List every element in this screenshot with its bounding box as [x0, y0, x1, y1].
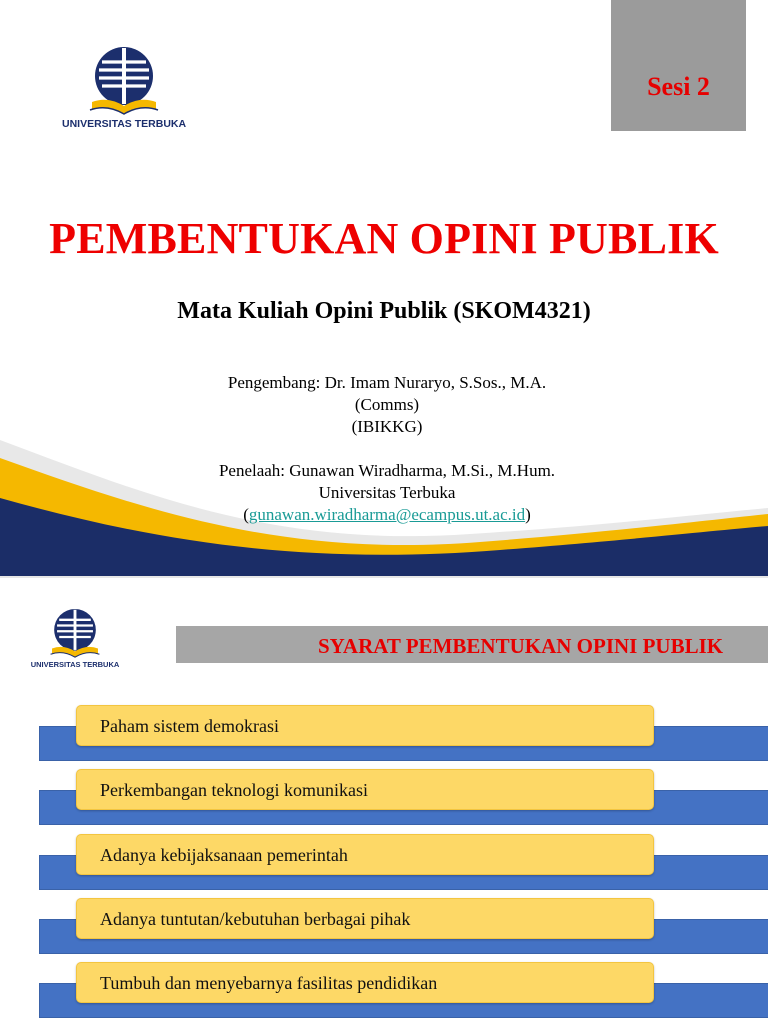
item-label: Adanya tuntutan/kebutuhan berbagai pihak: [100, 909, 411, 929]
university-emblem-icon: [62, 40, 186, 118]
item-box: [76, 705, 654, 746]
slide-heading: SYARAT PEMBENTUKAN OPINI PUBLIK: [318, 634, 724, 658]
content-slide: [0, 578, 768, 1024]
logo-text: UNIVERSITAS TERBUKA: [30, 660, 120, 669]
logo-text: UNIVERSITAS TERBUKA: [62, 118, 187, 130]
item-box: [76, 898, 654, 939]
course-subtitle: Mata Kuliah Opini Publik (SKOM4321): [177, 298, 591, 324]
list-item: [0, 769, 768, 833]
item-box: [76, 834, 654, 875]
reviewer-institution-line: Universitas Terbuka: [318, 483, 456, 502]
credits-block: [150, 372, 624, 526]
reviewer-email-link[interactable]: gunawan.wiradharma@ecampus.ut.ac.id: [248, 505, 526, 524]
close-paren: ): [525, 505, 531, 524]
presentation-title: PEMBENTUKAN OPINI PUBLIK: [49, 214, 719, 263]
university-emblem-icon: [30, 604, 120, 660]
item-box: [76, 769, 654, 810]
item-label: Perkembangan teknologi komunikasi: [100, 780, 368, 800]
item-box: [76, 962, 654, 1003]
heading-banner: [176, 626, 768, 663]
reviewer-line: Penelaah: Gunawan Wiradharma, M.Si., M.Hum.: [218, 461, 556, 480]
list-item: [0, 898, 768, 962]
list-item: [0, 834, 768, 898]
reviewer-email-line: [150, 504, 624, 526]
list-item: [0, 962, 768, 1024]
session-label: Sesi 2: [647, 72, 710, 101]
session-badge: [611, 0, 746, 131]
item-label: Paham sistem demokrasi: [100, 716, 279, 736]
item-label: Adanya kebijaksanaan pemerintah: [100, 845, 348, 865]
university-logo-small: [30, 604, 120, 672]
item-label: Tumbuh dan menyebarnya fasilitas pendidikan: [100, 973, 438, 993]
developer-unit-line: (IBIKKG): [351, 417, 423, 436]
university-logo: [62, 40, 186, 132]
open-paren: (: [243, 505, 249, 524]
developer-line: Pengembang: Dr. Imam Nuraryo, S.Sos., M.A.: [227, 373, 547, 392]
developer-dept-line: (Comms): [354, 395, 420, 414]
list-item: [0, 705, 768, 769]
